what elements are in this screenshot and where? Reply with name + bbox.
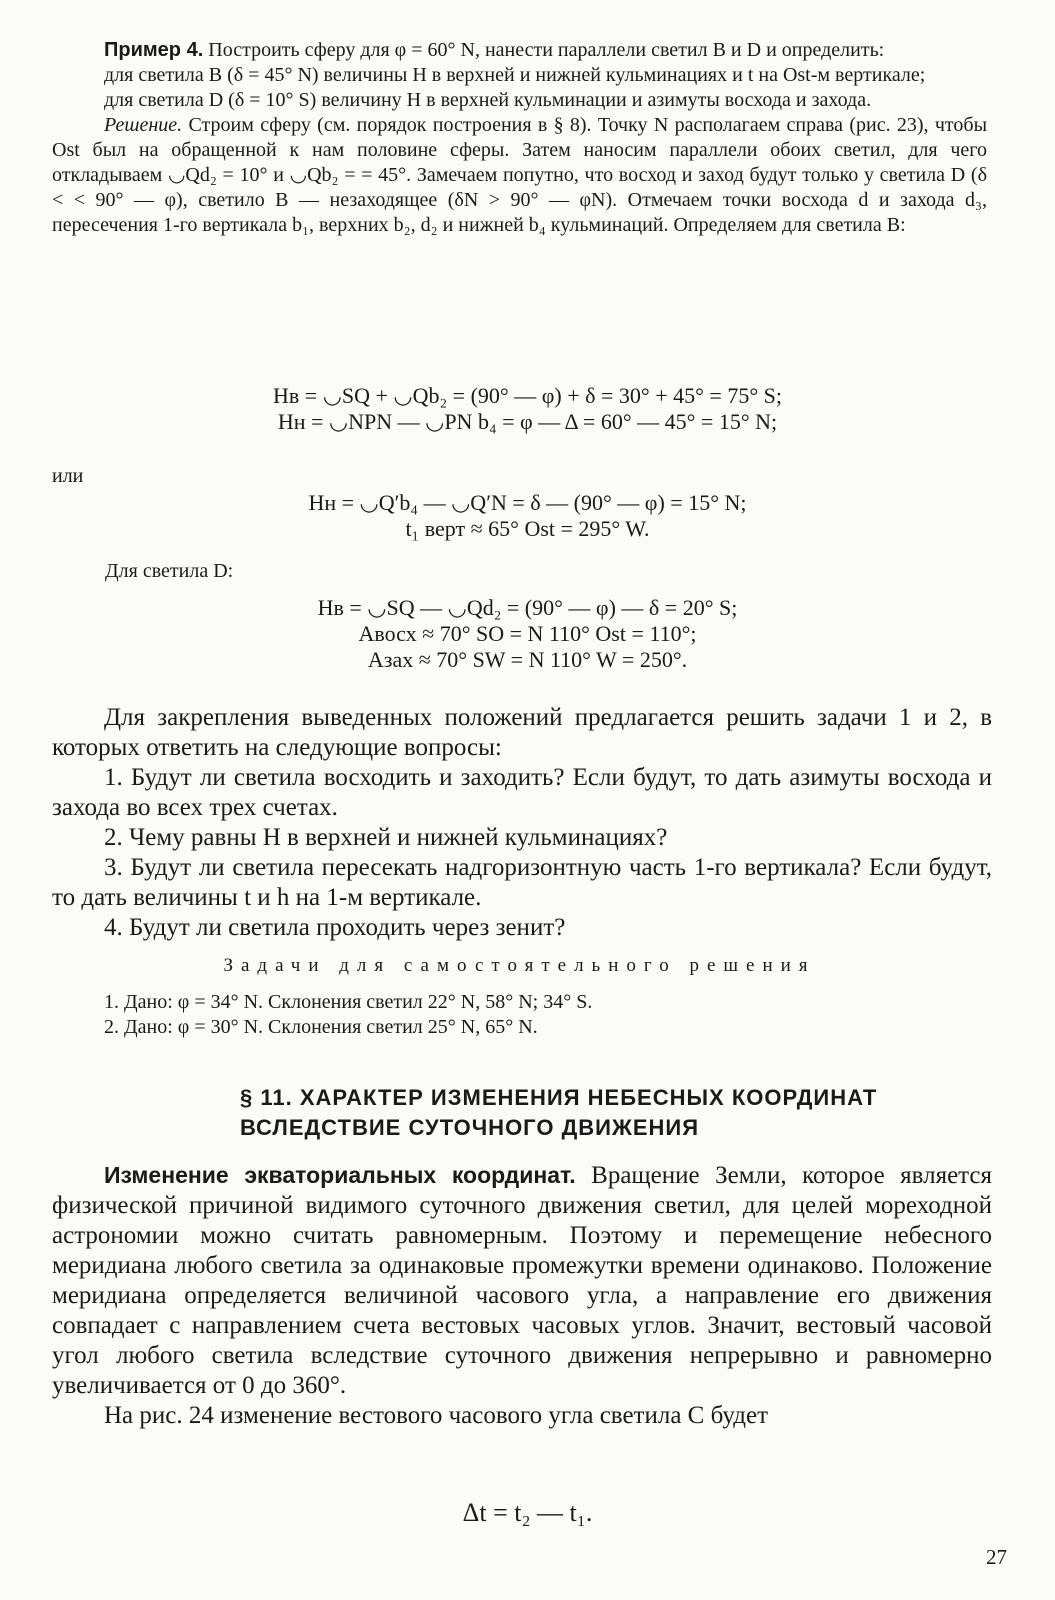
solution-label: Решение. xyxy=(104,114,183,136)
formula-d-height: Hв = ◡SQ — ◡Qd₂ = (90° — φ) — δ = 20° S; xyxy=(317,595,738,620)
task-2: 2. Дано: φ = 30° N. Склонения светил 25° N, 65° N. xyxy=(104,1016,538,1038)
example-task-d: для светила D (δ = 10° S) величину H в верхней кульминации и азимуты восхода и захода. xyxy=(104,89,872,111)
formulas-star-b xyxy=(0,383,1055,435)
equatorial-text: Вращение Земли, которое является физической причиной видимого суточного движения светил, для целей мореходной астрономии можно считать равномерным. Поэтому и перемещение небесного меридиана любого светила за одинаковые промежутки времени одинаково. Положение меридиана определяется величиной часового угла, а направление его движения совпадает с направлением счета вестовых часовых углов. Значит, вестовый часовой угол любого светила вследствие суточного движения непрерывно и равномерно увеличивается от 0 до 360°. xyxy=(52,1162,993,1399)
page-number: 27 xyxy=(986,1545,1007,1569)
question-3: 3. Будут ли светила пересекать надгоризонтную часть 1-го вертикала? Если будут, то дать величины t и h на 1-м вертикале. xyxy=(52,854,992,911)
figure-reference: На рис. 24 изменение вестового часового угла светила C будет xyxy=(104,1402,769,1429)
section-heading: § 11. ХАРАКТЕР ИЗМЕНЕНИЯ НЕБЕСНЫХ КООРДИНАТ ВСЛЕДСТВИЕ СУТОЧНОГО ДВИЖЕНИЯ xyxy=(240,1085,878,1140)
formula-b-alt: Hн = ◡Q′b₄ — ◡Q′N = δ — (90° — φ) = 15° N; xyxy=(308,490,747,515)
example-task-b: для светила B (δ = 45° N) величины H в верхней и нижней кульминациях и t на Ost-м вертикале; xyxy=(104,64,926,86)
equatorial-label: Изменение экваториальных координат. xyxy=(104,1162,576,1188)
formula-d-set-azimuth: Aзах ≈ 70° SW = N 110° W = 250°. xyxy=(367,647,688,672)
example-text: Построить сферу для φ = 60° N, нанести параллели светил B и D и определить: xyxy=(208,39,885,61)
formula-b-hour-angle: t₁ верт ≈ 65° Ost = 295° W. xyxy=(405,516,650,541)
questions-block xyxy=(52,703,992,943)
formulas-star-b-alt xyxy=(0,490,1055,542)
equatorial-paragraph xyxy=(52,1160,992,1401)
tasks-list xyxy=(52,990,932,1040)
question-4: 4. Будут ли светила проходить через зенит? xyxy=(104,914,566,941)
for-d-label: Для светила D: xyxy=(105,560,234,582)
formula-d-rise-azimuth: Aвосх ≈ 70° SO = N 110° Ost = 110°; xyxy=(358,621,697,646)
question-2: 2. Чему равны H в верхней и нижней кульминациях? xyxy=(104,824,668,851)
solution-text: Строим сферу (см. порядок построения в § 8). Точку N располагаем справа (рис. 23), чтобы Ost был на обращенной к нам половине сферы. Затем наносим параллели обоих светил, для чего откладываем ◡Qd₂ = 10° и ◡Qb₂ = = 45°. Замечаем попутно, что восход и заход будут только у светила D (δ < < 90° — φ), светило B — незаходящее (δN > 90° — φN). Отмечаем точки восхода d и захода d₃, пересечения 1-го вертикала b₁, верхних b₂, d₂ и нижней b₄ кульминаций. Определяем для светила B: xyxy=(52,114,988,236)
example-intro xyxy=(52,38,987,63)
tasks-heading: Задачи для самостоятельного решения xyxy=(223,955,816,976)
question-1: 1. Будут ли светила восходить и заходить? Если будут, то дать азимуты восхода и захода во всех трех счетах. xyxy=(52,764,992,821)
solution-paragraph xyxy=(52,113,987,238)
formula-b-lower: Hн = ◡NPN — ◡PN b₄ = φ — Δ = 60° — 45° = 15° N; xyxy=(277,409,778,434)
section-body xyxy=(52,1160,992,1431)
formula-b-upper: Hв = ◡SQ + ◡Qb₂ = (90° — φ) + δ = 30° + 45° = 75° S; xyxy=(273,383,782,408)
example-statement xyxy=(52,38,987,238)
formulas-star-d xyxy=(0,595,1055,673)
task-1: 1. Дано: φ = 34° N. Склонения светил 22° N, 58° N; 34° S. xyxy=(104,991,593,1013)
final-formula: Δt = t₂ — t₁. xyxy=(462,1498,593,1527)
reinforce-paragraph: Для закрепления выведенных положений предлагается решить задачи 1 и 2, в которых ответить на следующие вопросы: xyxy=(52,704,992,761)
or-label: или xyxy=(52,465,84,487)
example-label: Пример 4. xyxy=(104,39,204,61)
